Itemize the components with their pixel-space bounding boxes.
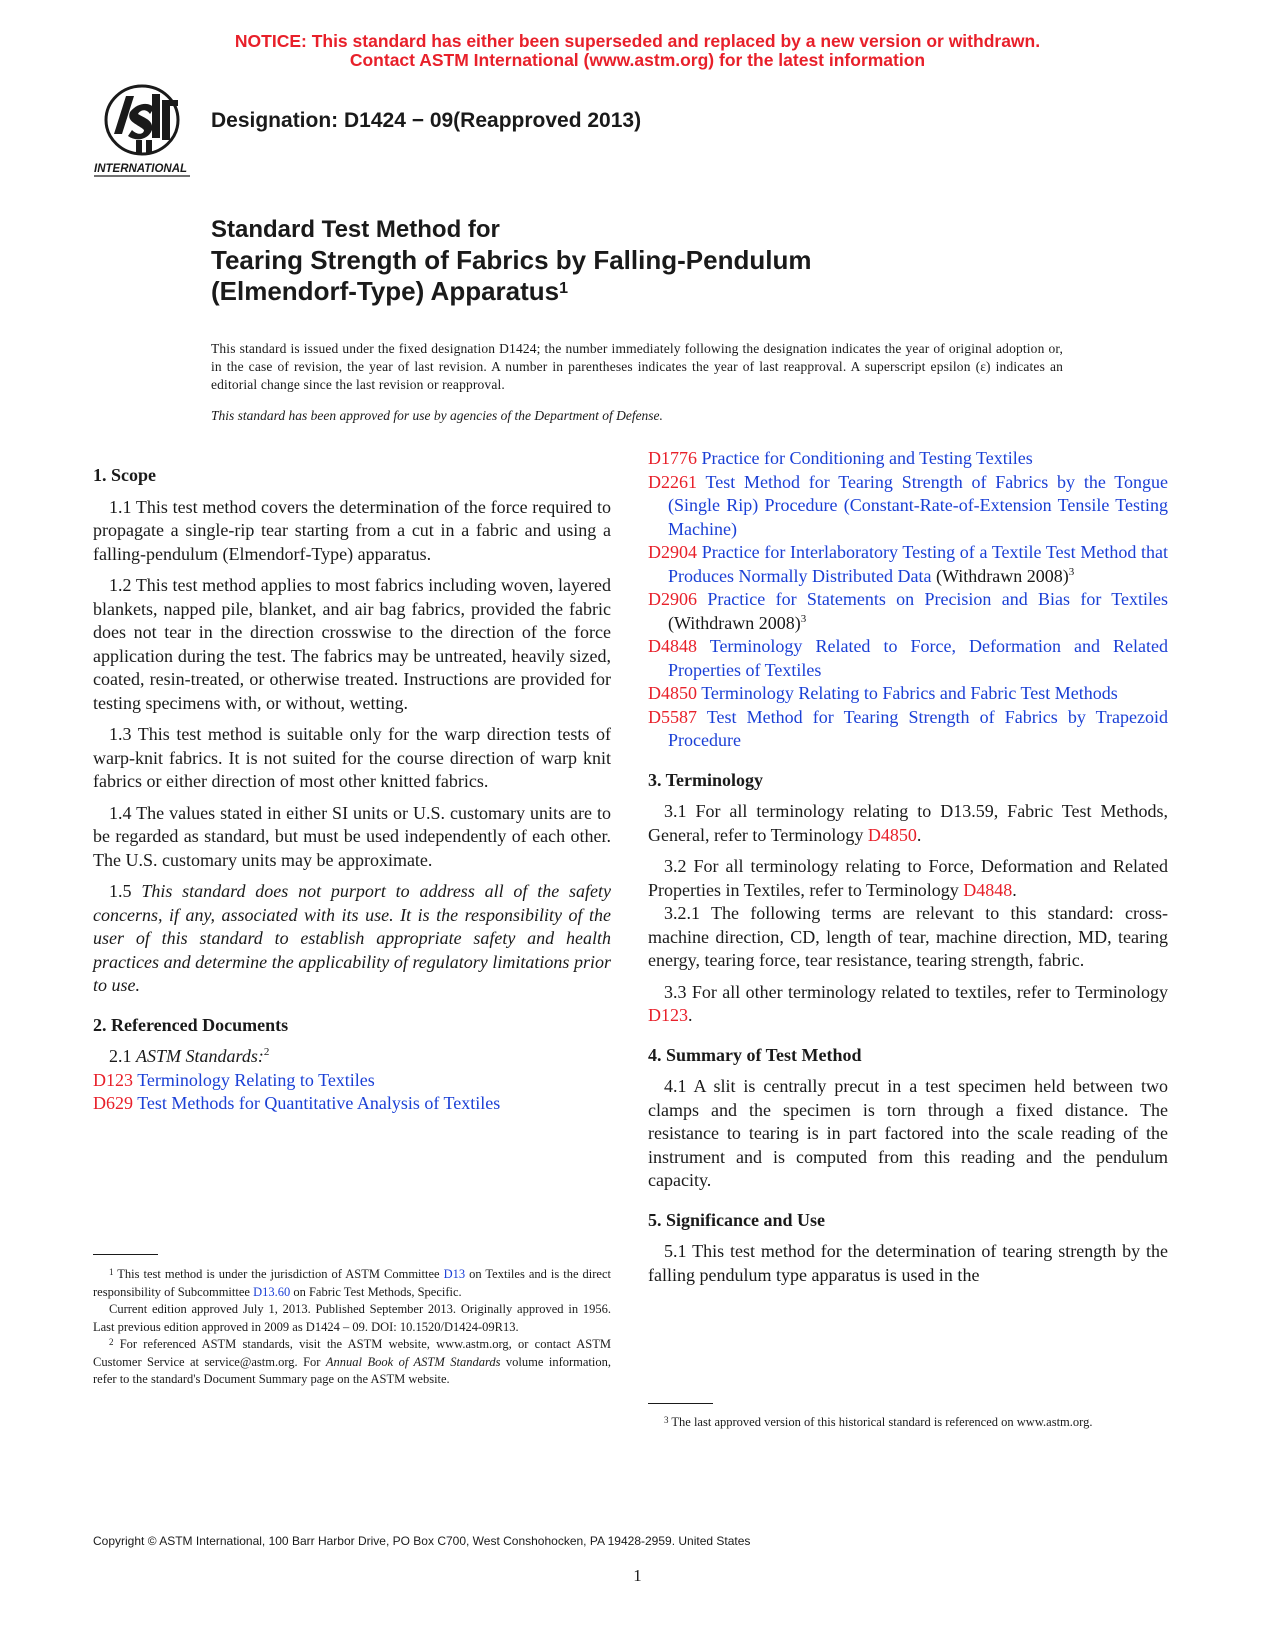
annual-book-title: Annual Book of ASTM Standards xyxy=(325,1354,501,1369)
para-3-2-text: 3.2 For all terminology relating to Force, Deformation and Related Properties in Textiles, refer to Terminology xyxy=(648,856,1168,900)
footnote-2 xyxy=(93,1336,611,1389)
ref-title-link[interactable]: Terminology Relating to Fabrics and Fabric Test Methods xyxy=(701,683,1118,703)
subheading-number: 2.1 xyxy=(109,1046,132,1066)
document-title xyxy=(211,214,811,307)
ref-item[interactable] xyxy=(648,706,1168,753)
significance-heading: 5. Significance and Use xyxy=(648,1209,826,1230)
terminology-heading: 3. Terminology xyxy=(648,769,764,790)
subcommittee-d13-60-link[interactable]: D13.60 xyxy=(253,1284,291,1299)
subheading-title: ASTM Standards: xyxy=(136,1046,264,1066)
safety-caveat: This standard does not purport to address all of the safety concerns, if any, associated with its use. It is the responsibility of the user of this standard to establish appropriate safety and health practices and determine the applicability of regulatory limitations prior to use. xyxy=(93,881,612,995)
para-1-3: 1.3 This test method is suitable only for the warp direction tests of warp-knit fabrics. It is not suited for the course direction of warp knit fabrics or either direction of most other knitted fabrics. xyxy=(93,724,611,791)
title-line-2: Tearing Strength of Fabrics by Falling-Pendulum xyxy=(211,245,812,275)
para-1-5-number: 1.5 xyxy=(109,881,132,901)
para-1-1: 1.1 This test method covers the determination of the force required to propagate a single-rip tear starting from a cut in a fabric and using a falling-pendulum (Elmendorf-Type) apparatus. xyxy=(93,496,611,564)
ref-title-link[interactable]: Terminology Relating to Textiles xyxy=(137,1069,375,1090)
footnotes-right xyxy=(648,1414,1168,1432)
designation: Designation: D1424 − 09(Reapproved 2013) xyxy=(211,109,642,132)
ref-withdrawn-note: (Withdrawn 2008) xyxy=(668,612,801,633)
footnote-2-text-b: volume information, refer to the standard's Document Summary page on the ASTM website. xyxy=(93,1354,611,1386)
para-3-3: 3.3 For all other terminology related to textiles, refer to Terminology D123. xyxy=(648,981,1168,1025)
ref-withdrawn-note: (Withdrawn 2008) xyxy=(931,565,1069,586)
summary-heading: 4. Summary of Test Method xyxy=(648,1044,862,1065)
para-3-2-1: 3.2.1 The following terms are relevant to this standard: cross-machine direction, CD, length of tear, machine direction, MD, tearing energy, tearing force, tear resistance, tearing strength, fabric. xyxy=(648,903,1168,970)
para-1-2: 1.2 This test method applies to most fabrics including woven, layered blankets, napped pile, blanket, and air bag fabrics, provided the fabric does not tear in the direction crosswise to the direction of the force application during the test. The fabrics may be untreated, heavily sized, coated, resin-treated, or otherwise treated. Instructions are provided for testing specimens with, or without, wetting. xyxy=(93,575,611,713)
footnotes-left xyxy=(93,1266,611,1389)
right-column xyxy=(648,447,1168,1295)
footnote-mark-3: 3 xyxy=(1068,565,1075,578)
ref-title-link[interactable]: Practice for Statements on Precision and Bias for Textiles xyxy=(707,589,1169,609)
para-3-2: 3.2 For all terminology relating to Force, Deformation and Related Properties in Textiles, refer to Terminology D4848. xyxy=(648,856,1168,900)
footnote-mark-2: 2 xyxy=(263,1046,270,1058)
ref-code[interactable]: D2904 xyxy=(648,542,697,562)
footnote-1-text-a: This test method is under the jurisdiction of ASTM Committee xyxy=(113,1267,444,1281)
scope-heading: 1. Scope xyxy=(93,465,156,485)
ref-title-link[interactable]: Practice for Interlaboratory Testing of a Textile Test Method that Produces Normally Distributed Data xyxy=(668,542,1168,586)
para-1-5 xyxy=(93,880,611,998)
footnote-1-mark: 1 xyxy=(109,1267,114,1277)
d123-link[interactable]: D123 xyxy=(648,1005,688,1025)
left-column xyxy=(93,464,611,1116)
ref-title-link[interactable]: Terminology Related to Force, Deformation and Related Properties of Textiles xyxy=(668,636,1168,680)
ref-item[interactable] xyxy=(648,682,1168,706)
ref-item[interactable] xyxy=(93,1069,611,1093)
astm-international-logo-icon xyxy=(92,84,196,180)
referenced-heading: 2. Referenced Documents xyxy=(93,1014,289,1035)
title-footnote-mark: 1 xyxy=(559,280,569,297)
ref-item[interactable] xyxy=(648,471,1168,542)
logo-text: INTERNATIONAL xyxy=(94,163,188,175)
d4850-link[interactable]: D4850 xyxy=(867,824,917,845)
ref-item[interactable] xyxy=(93,1092,611,1116)
ref-item[interactable] xyxy=(648,447,1168,471)
title-line-3-text: (Elmendorf-Type) Apparatus xyxy=(211,276,560,306)
notice-line-1: NOTICE: This standard has either been superseded and replaced by a new version or withdrawn. xyxy=(234,31,1041,51)
para-3-1-text: 3.1 For all terminology relating to D13.59, Fabric Test Methods, General, refer to Terminology xyxy=(648,801,1168,845)
dod-note: This standard has been approved for use by agencies of the Department of Defense. xyxy=(211,408,663,423)
para-1-4: 1.4 The values stated in either SI units or U.S. customary units are to be regarded as standard, but must be used independently of each other. The U.S. customary units may be approximate. xyxy=(93,802,611,870)
issued-note: This standard is issued under the fixed designation D1424; the number immediately following the designation indicates the year of original adoption or, in the case of revision, the year of last revision. A number in parentheses indicates the year of last reapproval. A superscript epsilon (ε) indicates an editorial change since the last revision or reapproval. xyxy=(211,341,1063,392)
footnote-1 xyxy=(93,1266,611,1301)
ref-title-link[interactable]: Practice for Conditioning and Testing Textiles xyxy=(701,448,1033,468)
ref-code[interactable]: D4850 xyxy=(648,683,697,703)
para-4-1: 4.1 A slit is centrally precut in a test specimen held between two clamps and the specimen is torn through a fixed distance. The resistance to tearing is in part factored into the scale reading of the instrument and is computed from this reading and the pendulum capacity. xyxy=(648,1076,1168,1190)
ref-code[interactable]: D2261 xyxy=(648,471,697,492)
para-3-1: 3.1 For all terminology relating to D13.59, Fabric Test Methods, General, refer to Terminology D4850. xyxy=(648,801,1168,845)
page-number: 1 xyxy=(633,1566,642,1585)
footnote-mark-3: 3 xyxy=(800,612,807,625)
para-3-3-text: 3.3 For all other terminology related to textiles, refer to Terminology xyxy=(664,981,1168,1002)
notice-line-2: Contact ASTM International (www.astm.org) for the latest information xyxy=(349,50,926,70)
title-line-3 xyxy=(211,276,811,307)
footnote-divider-left xyxy=(93,1254,158,1255)
ref-code[interactable]: D5587 xyxy=(648,706,697,727)
ref-code[interactable]: D629 xyxy=(93,1093,133,1113)
footnote-1-text-c: on Fabric Test Methods, Specific. xyxy=(290,1284,462,1299)
ref-code[interactable]: D4848 xyxy=(648,636,697,656)
title-line-1: Standard Test Method for xyxy=(211,216,500,243)
footnote-3-mark: 3 xyxy=(664,1415,669,1425)
footnote-3-text: The last approved version of this historical standard is referenced on www.astm.org. xyxy=(668,1415,1093,1429)
supersede-notice xyxy=(0,32,1275,70)
footnote-2-text-a: For referenced ASTM standards, visit the ASTM website, www.astm.org, or contact ASTM Customer Service at service@astm.org. For xyxy=(93,1337,611,1369)
ref-code[interactable]: D1776 xyxy=(648,448,697,468)
ref-item[interactable] xyxy=(648,541,1168,588)
ref-title-link[interactable]: Test Methods for Quantitative Analysis of Textiles xyxy=(137,1093,501,1113)
ref-item[interactable] xyxy=(648,588,1168,635)
footnote-2-mark: 2 xyxy=(109,1337,114,1347)
astm-standards-subheading xyxy=(93,1045,611,1069)
para-5-1: 5.1 This test method for the determination of tearing strength by the falling pendulum type apparatus is used in the xyxy=(648,1241,1168,1285)
footnote-divider-right xyxy=(648,1403,713,1404)
ref-title-link[interactable]: Test Method for Tearing Strength of Fabrics by the Tongue (Single Rip) Procedure (Constant-Rate-of-Extension Tensile Testing Machine) xyxy=(668,471,1168,539)
ref-item[interactable] xyxy=(648,635,1168,682)
ref-title-link[interactable]: Test Method for Tearing Strength of Fabrics by Trapezoid Procedure xyxy=(668,706,1168,750)
footnote-1-text-b: on Textiles and is the direct responsibility of Subcommittee xyxy=(93,1267,612,1299)
copyright-line: Copyright © ASTM International, 100 Barr Harbor Drive, PO Box C700, West Conshohocken, PA 19428-2959. United States xyxy=(93,1534,751,1548)
ref-code[interactable]: D2906 xyxy=(648,589,697,609)
committee-d13-link[interactable]: D13 xyxy=(443,1267,466,1281)
ref-code[interactable]: D123 xyxy=(93,1069,133,1090)
d4848-link[interactable]: D4848 xyxy=(963,879,1013,900)
footnote-3 xyxy=(648,1414,1168,1432)
edition-note: Current edition approved July 1, 2013. Published September 2013. Originally approved in 1956. Last previous edition approved in 2009 as D1424 – 09. DOI: 10.1520/D1424-09R13. xyxy=(93,1302,611,1334)
